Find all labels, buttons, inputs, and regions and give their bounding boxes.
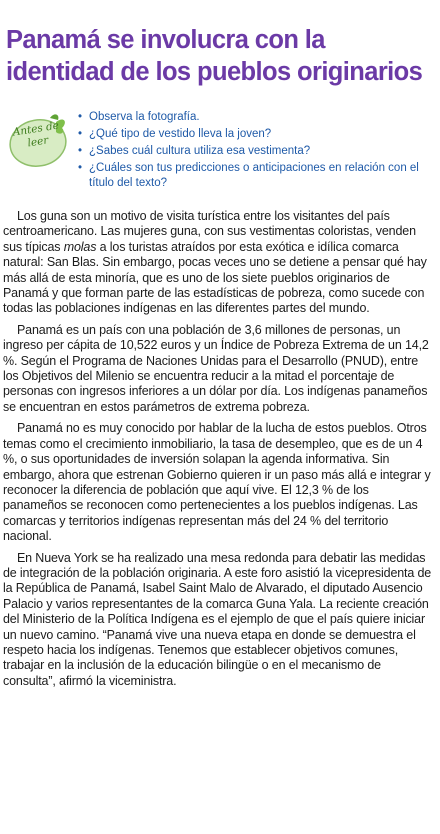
prompt-item: • Observa la fotografía. xyxy=(78,110,434,125)
prompt-item: • ¿Sabes cuál cultura utiliza esa vestimenta? xyxy=(78,144,434,159)
article-body xyxy=(3,209,436,695)
paragraph-2: Panamá es un país con una población de 3,6 millones de personas, un ingreso per cápita de 10,522 euros y un Índice de Pobreza Extrema de un 14,2 %. Según el Programa de Naciones Unidas para el Desarrollo (PNUD), entre los Objetivos del Milenio se encuentra reducir a la mitad el porcentaje de personas con ingresos inferiores a un dólar por día. Los indígenas panameños se encuentran en estos parámetros de extrema pobreza. xyxy=(3,322,429,414)
article-title: Panamá se involucra con la identidad de los pueblos originarios xyxy=(6,26,423,86)
paragraph-1 xyxy=(3,209,436,317)
paragraph-1-text-a: Los guna son un motivo de visita turística entre los visitantes del país centroamericano. Las mujeres guna, con sus vestimentas coloristas, venden sus típicas xyxy=(3,209,416,254)
reading-prompts-list xyxy=(78,110,434,193)
paragraph-1-text-b: a los turistas atraídos por esta exótica e idílica comarca natural: San Blas. Sin embargo, pocas veces uno se detiene a pensar qué hay más allá de esta minoría, que es uno de los siete pueblos originarios de Panamá y que forman parte de las estadísticas de pobreza, como sucede con todas las poblaciones indígenas en las diferentes partes del mundo. xyxy=(3,239,427,316)
prompt-item: • ¿Cuáles son tus predicciones o anticipaciones en relación con el título del texto? xyxy=(78,161,434,191)
paragraph-3: Panamá no es muy conocido por hablar de la lucha de estos pueblos. Otros temas como el crecimiento inmobiliario, la tasa de desempleo, que es de un 4 %, o sus oportunidades de inversión solapan la agenda informativa. Sin embargo, ahora que estrenan Gobierno quieren ir un paso más allá e integrar y reconocer la diferencia de población que aquí vive. El 12,3 % de los panameños se reconocen como pertenecientes a los pueblos indígenas. Las comarcas y territorios indígenas representan más del 24 % del territorio nacional. xyxy=(3,421,431,544)
molas-term: molas xyxy=(63,239,97,254)
before-reading-label: Antes de leer xyxy=(12,119,60,150)
prompt-item: • ¿Qué tipo de vestido lleva la joven? xyxy=(78,127,434,142)
paragraph-4: En Nueva York se ha realizado una mesa redonda para debatir las medidas de integración de la población originaria. A este foro asistió la vicepresidenta de la República de Panamá, Isabel Saint Malo de Alvarado, el diputado Ausencio Palacio y varios representantes de la comarca Guna Yala. La reciente creación del Ministerio de la Política Indígena es el ejemplo de que el país quiere iniciar un nuevo camino. “Panamá vive una nueva etapa en donde se demuestra el respeto hacia los indígenas. Tenemos que establecer objetivos comunes, trabajar en la inclusión de la educación bilingüe o en el mecanismo de consulta”, afirmó la viceministra. xyxy=(3,550,432,688)
